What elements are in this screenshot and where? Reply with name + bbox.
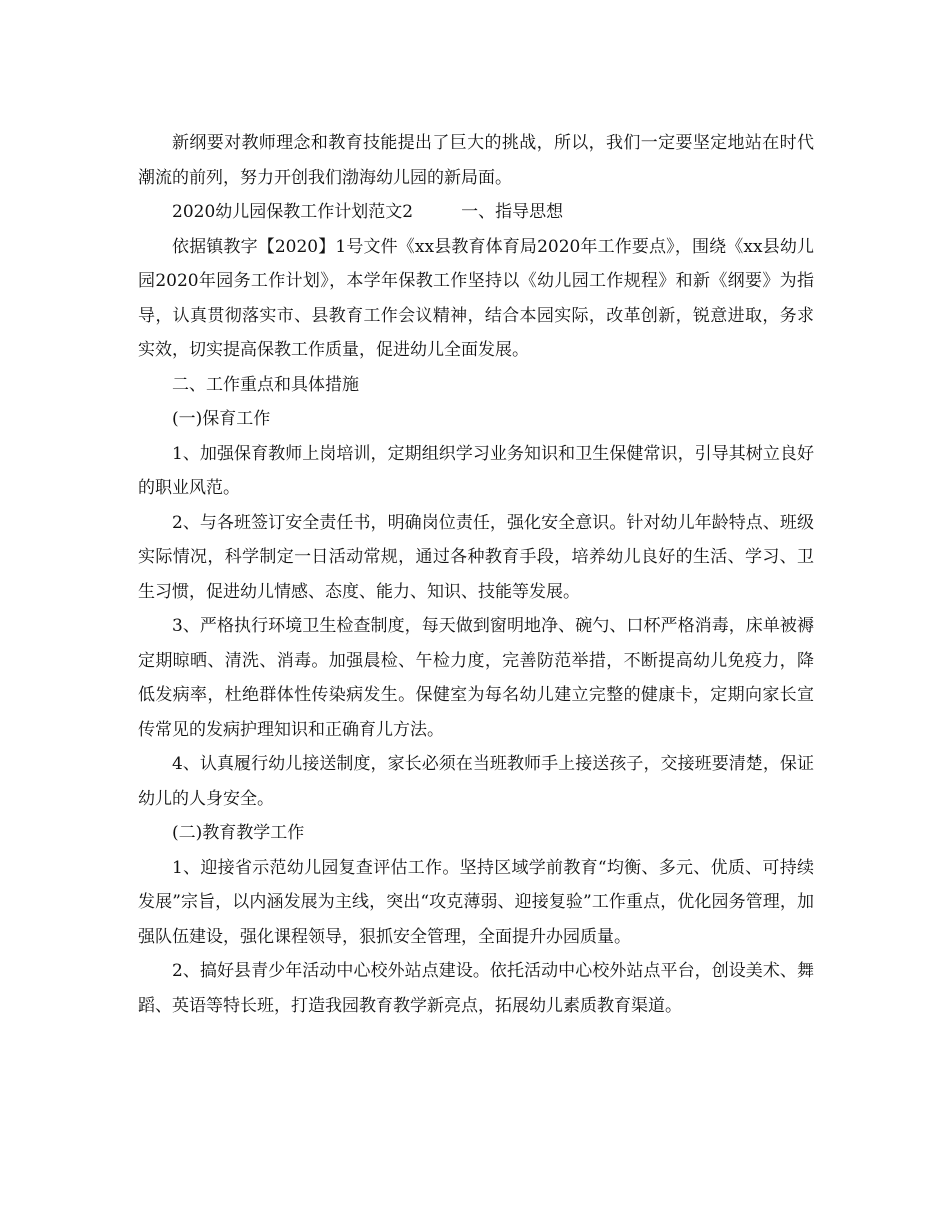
document-title: 2020幼儿园保教工作计划范文2 bbox=[172, 202, 414, 222]
section-heading bbox=[138, 195, 814, 230]
paragraph-childcare-3: 3、严格执行环境卫生检查制度，每天做到窗明地净、碗勺、口杯严格消毒，床单被褥定期晾晒、清洗、消毒。加强晨检、午检力度，完善防范举措，不断提高幼儿免疫力，降低发病率，杜绝群体性传染病发生。保健室为每名幼儿建立完整的健康卡，定期向家长宣传常见的发病护理知识和正确育儿方法。 bbox=[138, 616, 814, 740]
document-page bbox=[138, 126, 814, 1023]
paragraph-childcare-2: 2、与各班签订安全责任书，明确岗位责任，强化安全意识。针对幼儿年龄特点、班级实际情况，科学制定一日活动常规，通过各种教育手段，培养幼儿良好的生活、学习、卫生习惯，促进幼儿情感、态度、能力、知识、技能等发展。 bbox=[138, 512, 814, 602]
paragraph-teaching-1: 1、迎接省示范幼儿园复查评估工作。坚持区域学前教育“均衡、多元、优质、可持续发展”宗旨，以内涵发展为主线，突出“攻克薄弱、迎接复验”工作重点，优化园务管理，加强队伍建设，强化课程领导，狠抓安全管理，全面提升办园质量。 bbox=[138, 857, 814, 947]
section-title-guiding-ideology: 一、指导思想 bbox=[461, 202, 564, 222]
paragraph-childcare-1: 1、加强保育教师上岗培训，定期组织学习业务知识和卫生保健常识，引导其树立良好的职业风范。 bbox=[138, 443, 814, 498]
subsection-title-childcare: (一)保育工作 bbox=[172, 409, 271, 429]
paragraph-teaching-2: 2、搞好县青少年活动中心校外站点建设。依托活动中心校外站点平台，创设美术、舞蹈、英语等特长班，打造我园教育教学新亮点，拓展幼儿素质教育渠道。 bbox=[138, 961, 814, 1016]
subsection-title-teaching: (二)教育教学工作 bbox=[172, 823, 305, 843]
paragraph-intro: 新纲要对教师理念和教育技能提出了巨大的挑战，所以，我们一定要坚定地站在时代潮流的前列，努力开创我们渤海幼儿园的新局面。 bbox=[138, 133, 814, 188]
paragraph-childcare-4: 4、认真履行幼儿接送制度，家长必须在当班教师手上接送孩子，交接班要清楚，保证幼儿的人身安全。 bbox=[138, 754, 814, 809]
section-title-work-focus: 二、工作重点和具体措施 bbox=[172, 374, 359, 395]
paragraph-basis: 依据镇教字【2020】1号文件《xx县教育体育局2020年工作要点》，围绕《xx县幼儿园2020年园务工作计划》，本学年保教工作坚持以《幼儿园工作规程》和新《纲要》为指导，认真贯彻落实市、县教育工作会议精神，结合本园实际，改革创新，锐意进取，务求实效，切实提高保教工作质量，促进幼儿全面发展。 bbox=[138, 236, 814, 360]
